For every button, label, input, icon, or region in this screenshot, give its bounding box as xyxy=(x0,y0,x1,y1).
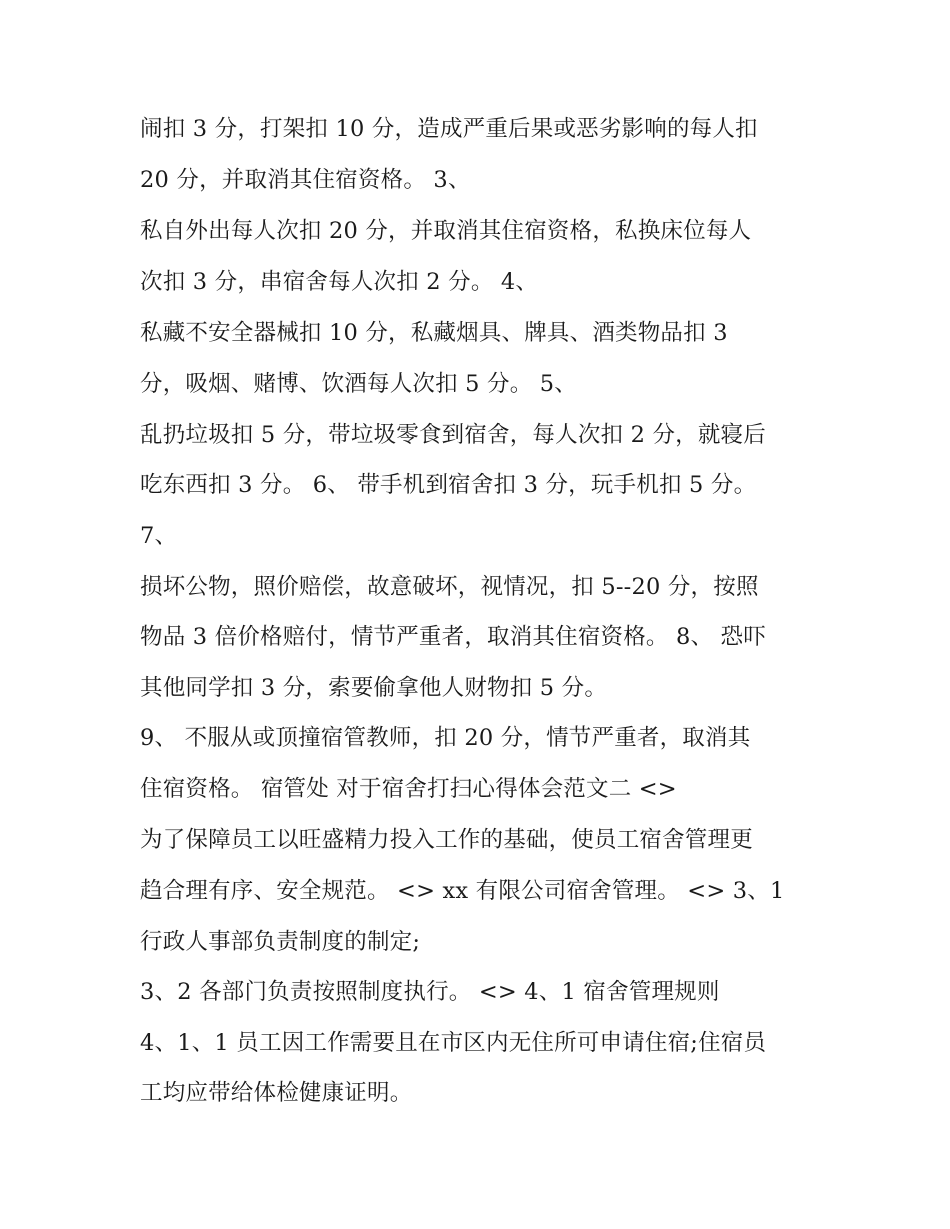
text-line: 4、1、1 员工因工作需要且在市区内无住所可申请住宿;住宿员 xyxy=(140,1030,767,1056)
text-line: 3、2 各部门负责按照制度执行。 <> 4、1 宿舍管理规则 xyxy=(140,979,720,1005)
text-line: 趋合理有序、安全规范。 <> xx 有限公司宿舍管理。 <> 3、1 xyxy=(140,878,785,904)
text-line: 7、 xyxy=(140,523,178,549)
text-line: 私自外出每人次扣 20 分，并取消其住宿资格，私换床位每人 xyxy=(140,218,752,244)
text-line: 9、 不服从或顶撞宿管教师，扣 20 分，情节严重者，取消其 xyxy=(140,725,751,751)
text-line: 吃东西扣 3 分。 6、 带手机到宿舍扣 3 分，玩手机扣 5 分。 xyxy=(140,472,757,498)
text-line: 住宿资格。 宿管处 对于宿舍打扫心得体会范文二 <> xyxy=(140,776,677,802)
text-line: 物品 3 倍价格赔付，情节严重者，取消其住宿资格。 8、 恐吓 xyxy=(140,624,766,650)
text-line: 20 分，并取消其住宿资格。 3、 xyxy=(140,167,471,193)
text-line: 私藏不安全器械扣 10 分，私藏烟具、牌具、酒类物品扣 3 xyxy=(140,320,728,346)
text-line: 闹扣 3 分，打架扣 10 分，造成严重后果或恶劣影响的每人扣 xyxy=(140,116,758,142)
text-line: 其他同学扣 3 分，索要偷拿他人财物扣 5 分。 xyxy=(140,675,608,701)
text-line: 为了保障员工以旺盛精力投入工作的基础，使员工宿舍管理更 xyxy=(140,827,753,853)
text-line: 次扣 3 分，串宿舍每人次扣 2 分。 4、 xyxy=(140,269,539,295)
text-line: 工均应带给体检健康证明。 xyxy=(140,1080,413,1106)
text-line: 分，吸烟、赌博、饮酒每人次扣 5 分。 5、 xyxy=(140,371,577,397)
text-line: 行政人事部负责制度的制定; xyxy=(140,929,421,955)
text-line: 损坏公物，照价赔偿，故意破坏，视情况，扣 5--20 分，按照 xyxy=(140,574,759,600)
text-line: 乱扔垃圾扣 5 分，带垃圾零食到宿舍，每人次扣 2 分，就寝后 xyxy=(140,422,766,448)
